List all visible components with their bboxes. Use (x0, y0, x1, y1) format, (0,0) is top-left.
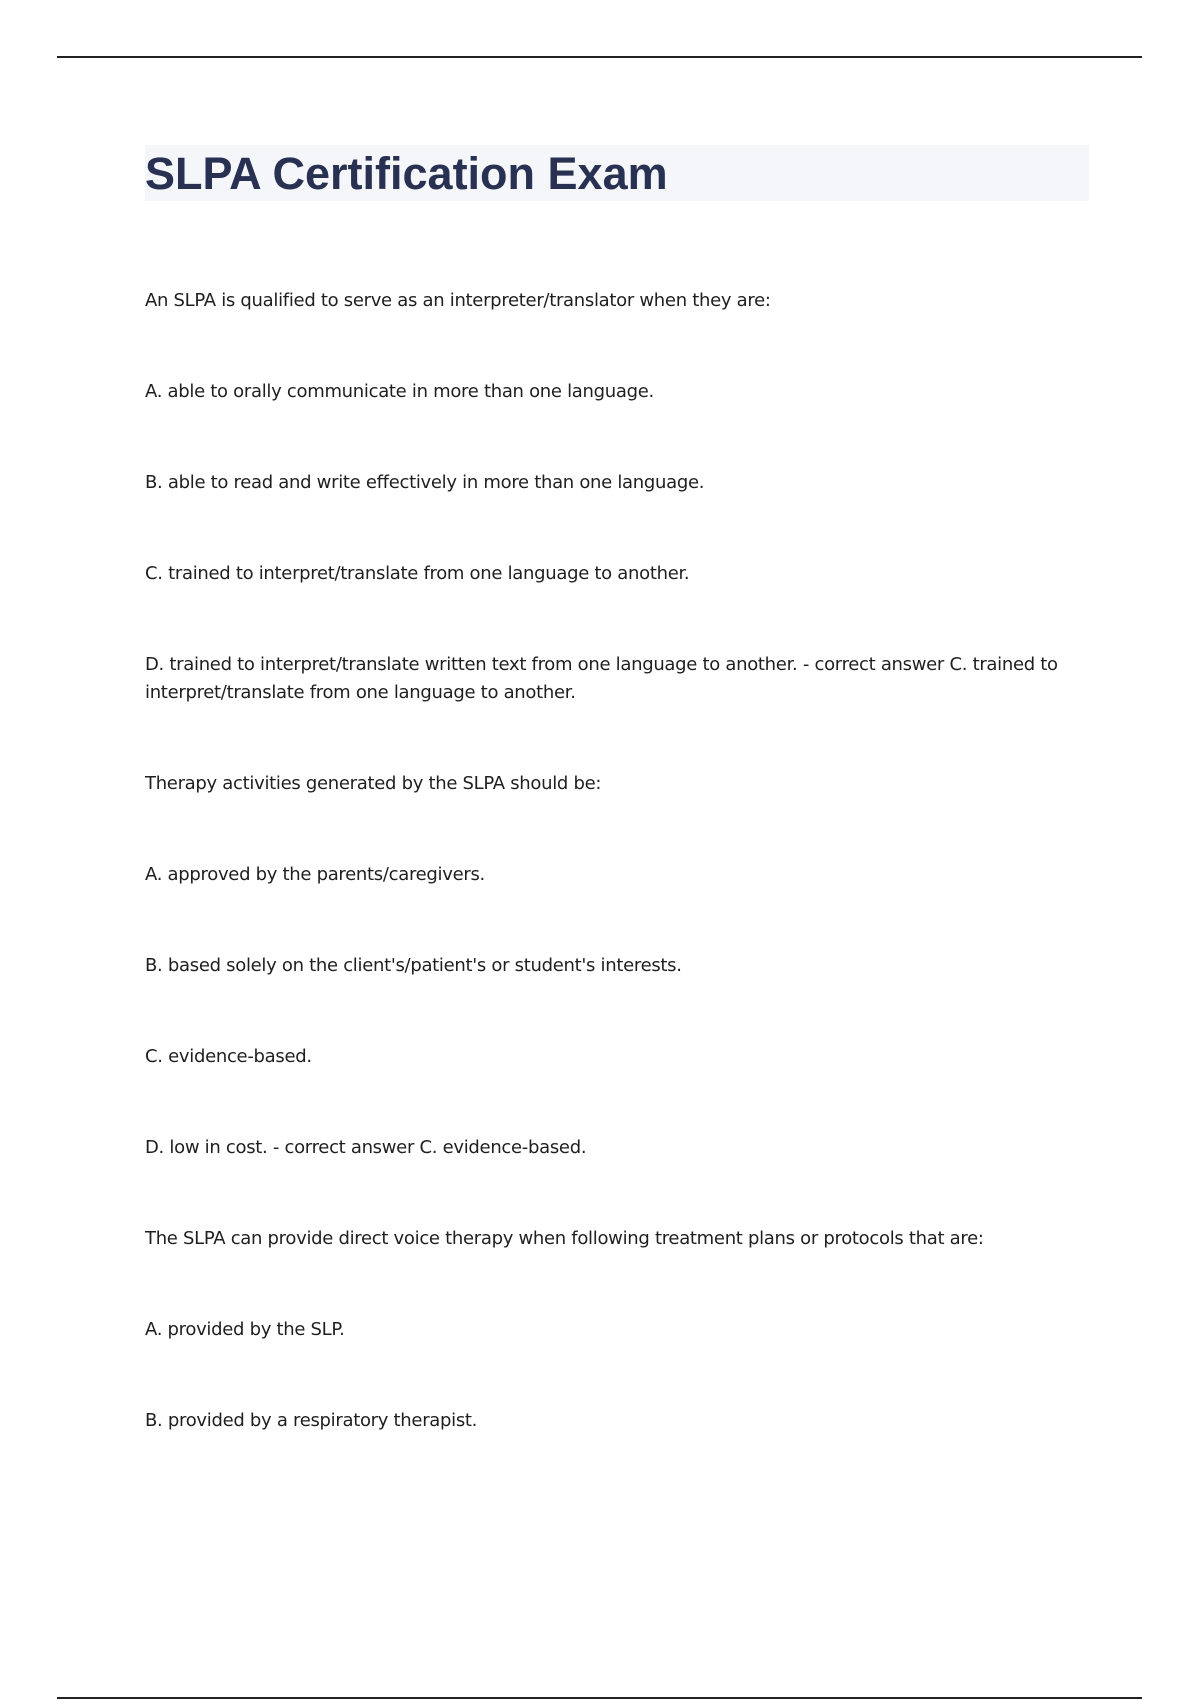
answer-option: A. approved by the parents/caregivers. (145, 864, 485, 885)
answer-option: C. evidence-based. (145, 1046, 312, 1067)
answer-option: B. based solely on the client's/patient's or student's interests. (145, 955, 682, 976)
page-bottom-rule (57, 1697, 1142, 1699)
question-prompt: The SLPA can provide direct voice therapy when following treatment plans or protocols that are: (145, 1228, 984, 1249)
answer-option: A. able to orally communicate in more than one language. (145, 381, 654, 402)
question-list (145, 287, 1089, 1435)
answer-option-with-correct-answer: D. low in cost. - correct answer C. evidence-based. (145, 1137, 587, 1158)
answer-option: B. provided by a respiratory therapist. (145, 1410, 478, 1431)
answer-option: B. able to read and write effectively in more than one language. (145, 472, 705, 493)
question-prompt: An SLPA is qualified to serve as an interpreter/translator when they are: (145, 290, 771, 311)
document-body (145, 145, 1089, 1498)
document-title: SLPA Certification Exam (145, 147, 668, 199)
answer-option: C. trained to interpret/translate from one language to another. (145, 563, 690, 584)
answer-option: A. provided by the SLP. (145, 1319, 345, 1340)
answer-option-with-correct-answer: D. trained to interpret/translate written text from one language to another. - correct answer C. trained to interpret/translate from one language to another. (145, 654, 1058, 703)
page-top-rule (57, 56, 1142, 58)
title-banner (145, 145, 1089, 201)
question-prompt: Therapy activities generated by the SLPA should be: (145, 773, 602, 794)
